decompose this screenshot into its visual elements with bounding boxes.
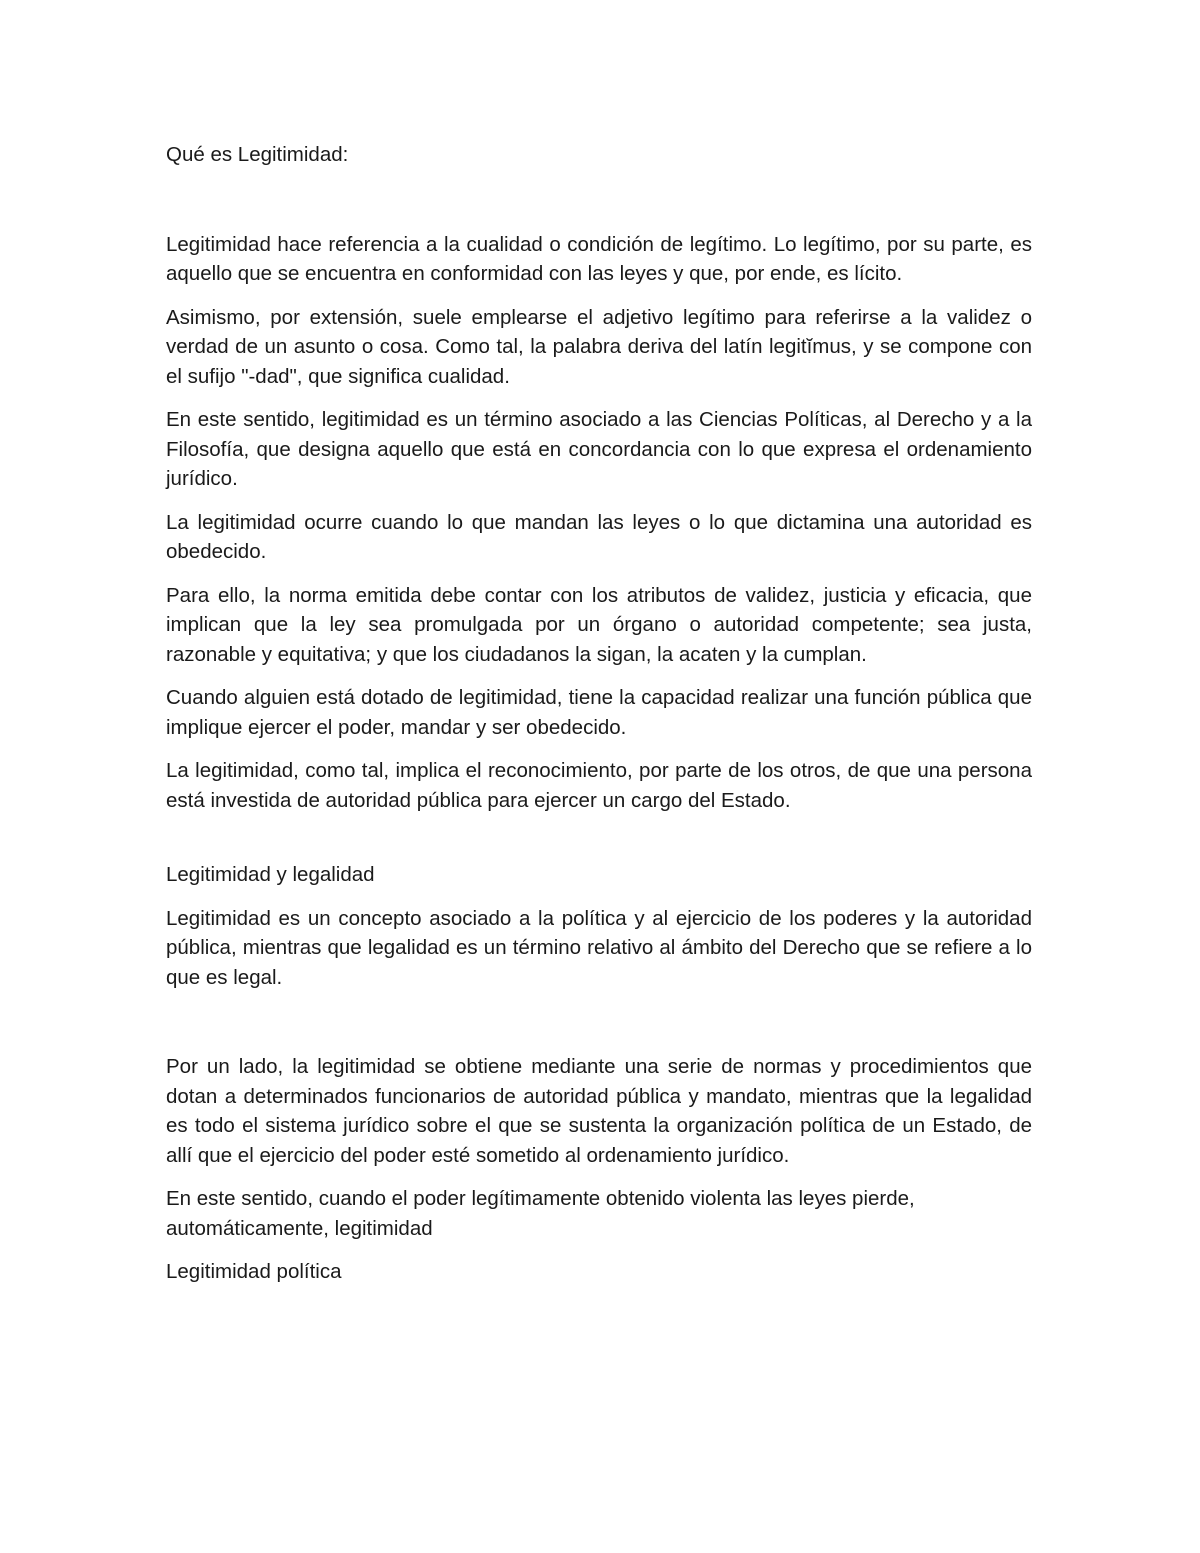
paragraph: Legitimidad hace referencia a la cualidad o condición de legítimo. Lo legítimo, por su parte, es aquello que se encuentra en conformidad con las leyes y que, por ende, es lícito. (166, 232, 1032, 285)
document-title: Qué es Legitimidad: (166, 143, 349, 166)
section-heading-legalidad: Legitimidad y legalidad (166, 863, 375, 886)
paragraph: En este sentido, cuando el poder legítimamente obtenido violenta las leyes pierde, automáticamente, legitimidad (166, 1187, 915, 1240)
document-body (166, 140, 1032, 1301)
section-heading-politica: Legitimidad política (166, 1260, 342, 1283)
paragraph: Por un lado, la legitimidad se obtiene mediante una serie de normas y procedimientos que dotan a determinados funcionarios de autoridad pública y mandato, mientras que la legalidad es todo el sistema jurídico sobre el que se sustenta la organización política de un Estado, de allí que el ejercicio del poder esté sometido al ordenamiento jurídico. (166, 1055, 1032, 1167)
paragraph: Asimismo, por extensión, suele emplearse el adjetivo legítimo para referirse a la validez o verdad de un asunto o cosa. Como tal, la palabra deriva del latín legitĭmus, y se compone con el sufijo "-dad", que significa cualidad. (166, 305, 1032, 388)
paragraph: Cuando alguien está dotado de legitimidad, tiene la capacidad realizar una función pública que implique ejercer el poder, mandar y ser obedecido. (166, 686, 1032, 739)
paragraph: La legitimidad ocurre cuando lo que mandan las leyes o lo que dictamina una autoridad es obedecido. (166, 510, 1032, 563)
paragraph: Para ello, la norma emitida debe contar con los atributos de validez, justicia y eficacia, que implican que la ley sea promulgada por un órgano o autoridad competente; sea justa, razonable y equitativa; y que los ciudadanos la sigan, la acaten y la cumplan. (166, 583, 1032, 666)
paragraph: Legitimidad es un concepto asociado a la política y al ejercicio de los poderes y la autoridad pública, mientras que legalidad es un término relativo al ámbito del Derecho que se refiere a lo que es legal. (166, 906, 1032, 989)
paragraph: En este sentido, legitimidad es un término asociado a las Ciencias Políticas, al Derecho y a la Filosofía, que designa aquello que está en concordancia con lo que expresa el ordenamiento jurídico. (166, 408, 1032, 490)
paragraph: La legitimidad, como tal, implica el reconocimiento, por parte de los otros, de que una persona está investida de autoridad pública para ejercer un cargo del Estado. (166, 759, 1032, 812)
